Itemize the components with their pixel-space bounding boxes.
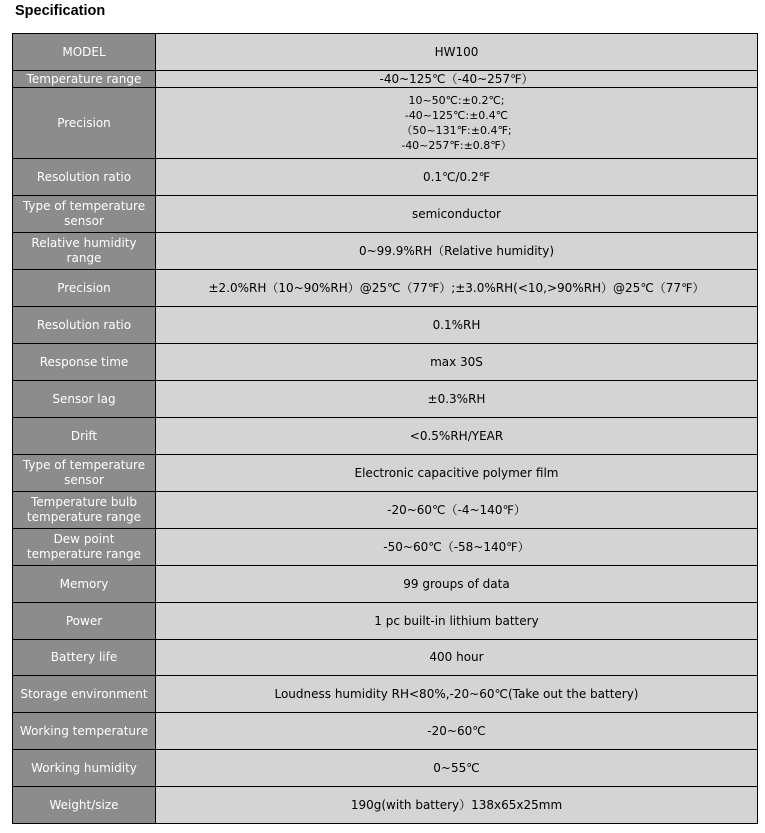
spec-value: Loudness humidity RH<80%,-20~60℃(Take out the battery) bbox=[156, 676, 758, 713]
table-row bbox=[13, 71, 758, 88]
table-row bbox=[13, 34, 758, 71]
table-row bbox=[13, 713, 758, 750]
spec-label: Temperature bulb temperature range bbox=[13, 492, 156, 529]
spec-label: Memory bbox=[13, 566, 156, 603]
spec-label: MODEL bbox=[13, 34, 156, 71]
table-row bbox=[13, 381, 758, 418]
spec-value: 400 hour bbox=[156, 640, 758, 676]
spec-value-line: -40~257℉:±0.8℉） bbox=[401, 139, 512, 152]
table-row bbox=[13, 566, 758, 603]
table-row bbox=[13, 455, 758, 492]
table-row bbox=[13, 88, 758, 159]
table-row bbox=[13, 492, 758, 529]
spec-value: -50~60℃（-58~140℉） bbox=[156, 529, 758, 566]
spec-value: 0.1%RH bbox=[156, 307, 758, 344]
spec-value-line: 10~50℃:±0.2℃; bbox=[408, 94, 505, 107]
spec-value: max 30S bbox=[156, 344, 758, 381]
spec-label: Resolution ratio bbox=[13, 159, 156, 196]
spec-label: Precision bbox=[13, 270, 156, 307]
spec-label: Relative humidity range bbox=[13, 233, 156, 270]
spec-value: Electronic capacitive polymer film bbox=[156, 455, 758, 492]
spec-label: Working humidity bbox=[13, 750, 156, 787]
spec-value: 190g(with battery）138x65x25mm bbox=[156, 787, 758, 824]
spec-value: 0~99.9%RH（Relative humidity) bbox=[156, 233, 758, 270]
table-row bbox=[13, 196, 758, 233]
table-row bbox=[13, 676, 758, 713]
spec-value bbox=[156, 88, 758, 159]
spec-label: Resolution ratio bbox=[13, 307, 156, 344]
spec-label: Drift bbox=[13, 418, 156, 455]
table-row bbox=[13, 233, 758, 270]
spec-label: Sensor lag bbox=[13, 381, 156, 418]
spec-label: Power bbox=[13, 603, 156, 640]
spec-value: HW100 bbox=[156, 34, 758, 71]
spec-label: Working temperature bbox=[13, 713, 156, 750]
spec-label: Weight/size bbox=[13, 787, 156, 824]
table-row bbox=[13, 344, 758, 381]
spec-value-line: -40~125℃:±0.4℃ bbox=[404, 109, 509, 122]
spec-value: 99 groups of data bbox=[156, 566, 758, 603]
spec-label: Dew point temperature range bbox=[13, 529, 156, 566]
spec-value: -40~125℃（-40~257℉） bbox=[156, 71, 758, 88]
spec-value: 0.1℃/0.2℉ bbox=[156, 159, 758, 196]
spec-value: ±0.3%RH bbox=[156, 381, 758, 418]
spec-label: Type of temperature sensor bbox=[13, 455, 156, 492]
spec-label: Response time bbox=[13, 344, 156, 381]
spec-value: -20~60℃ bbox=[156, 713, 758, 750]
table-row bbox=[13, 603, 758, 640]
table-row bbox=[13, 750, 758, 787]
table-row bbox=[13, 159, 758, 196]
spec-value: <0.5%RH/YEAR bbox=[156, 418, 758, 455]
table-row bbox=[13, 418, 758, 455]
spec-label: Temperature range bbox=[13, 71, 156, 88]
spec-label: Type of temperature sensor bbox=[13, 196, 156, 233]
page-title: Specification bbox=[15, 3, 106, 19]
spec-value-line: （50~131℉:±0.4℉; bbox=[401, 124, 512, 137]
spec-label: Precision bbox=[13, 88, 156, 159]
spec-value: 1 pc built-in lithium battery bbox=[156, 603, 758, 640]
table-row bbox=[13, 529, 758, 566]
specification-table bbox=[12, 33, 758, 824]
spec-label: Battery life bbox=[13, 640, 156, 676]
spec-value: semiconductor bbox=[156, 196, 758, 233]
spec-value: ±2.0%RH（10~90%RH）@25℃（77℉）;±3.0%RH(<10,>90%RH）@25℃（77℉） bbox=[156, 270, 758, 307]
table-row bbox=[13, 787, 758, 824]
table-row bbox=[13, 270, 758, 307]
table-row bbox=[13, 307, 758, 344]
spec-value: 0~55℃ bbox=[156, 750, 758, 787]
table-row bbox=[13, 640, 758, 676]
spec-value: -20~60℃（-4~140℉） bbox=[156, 492, 758, 529]
spec-label: Storage environment bbox=[13, 676, 156, 713]
